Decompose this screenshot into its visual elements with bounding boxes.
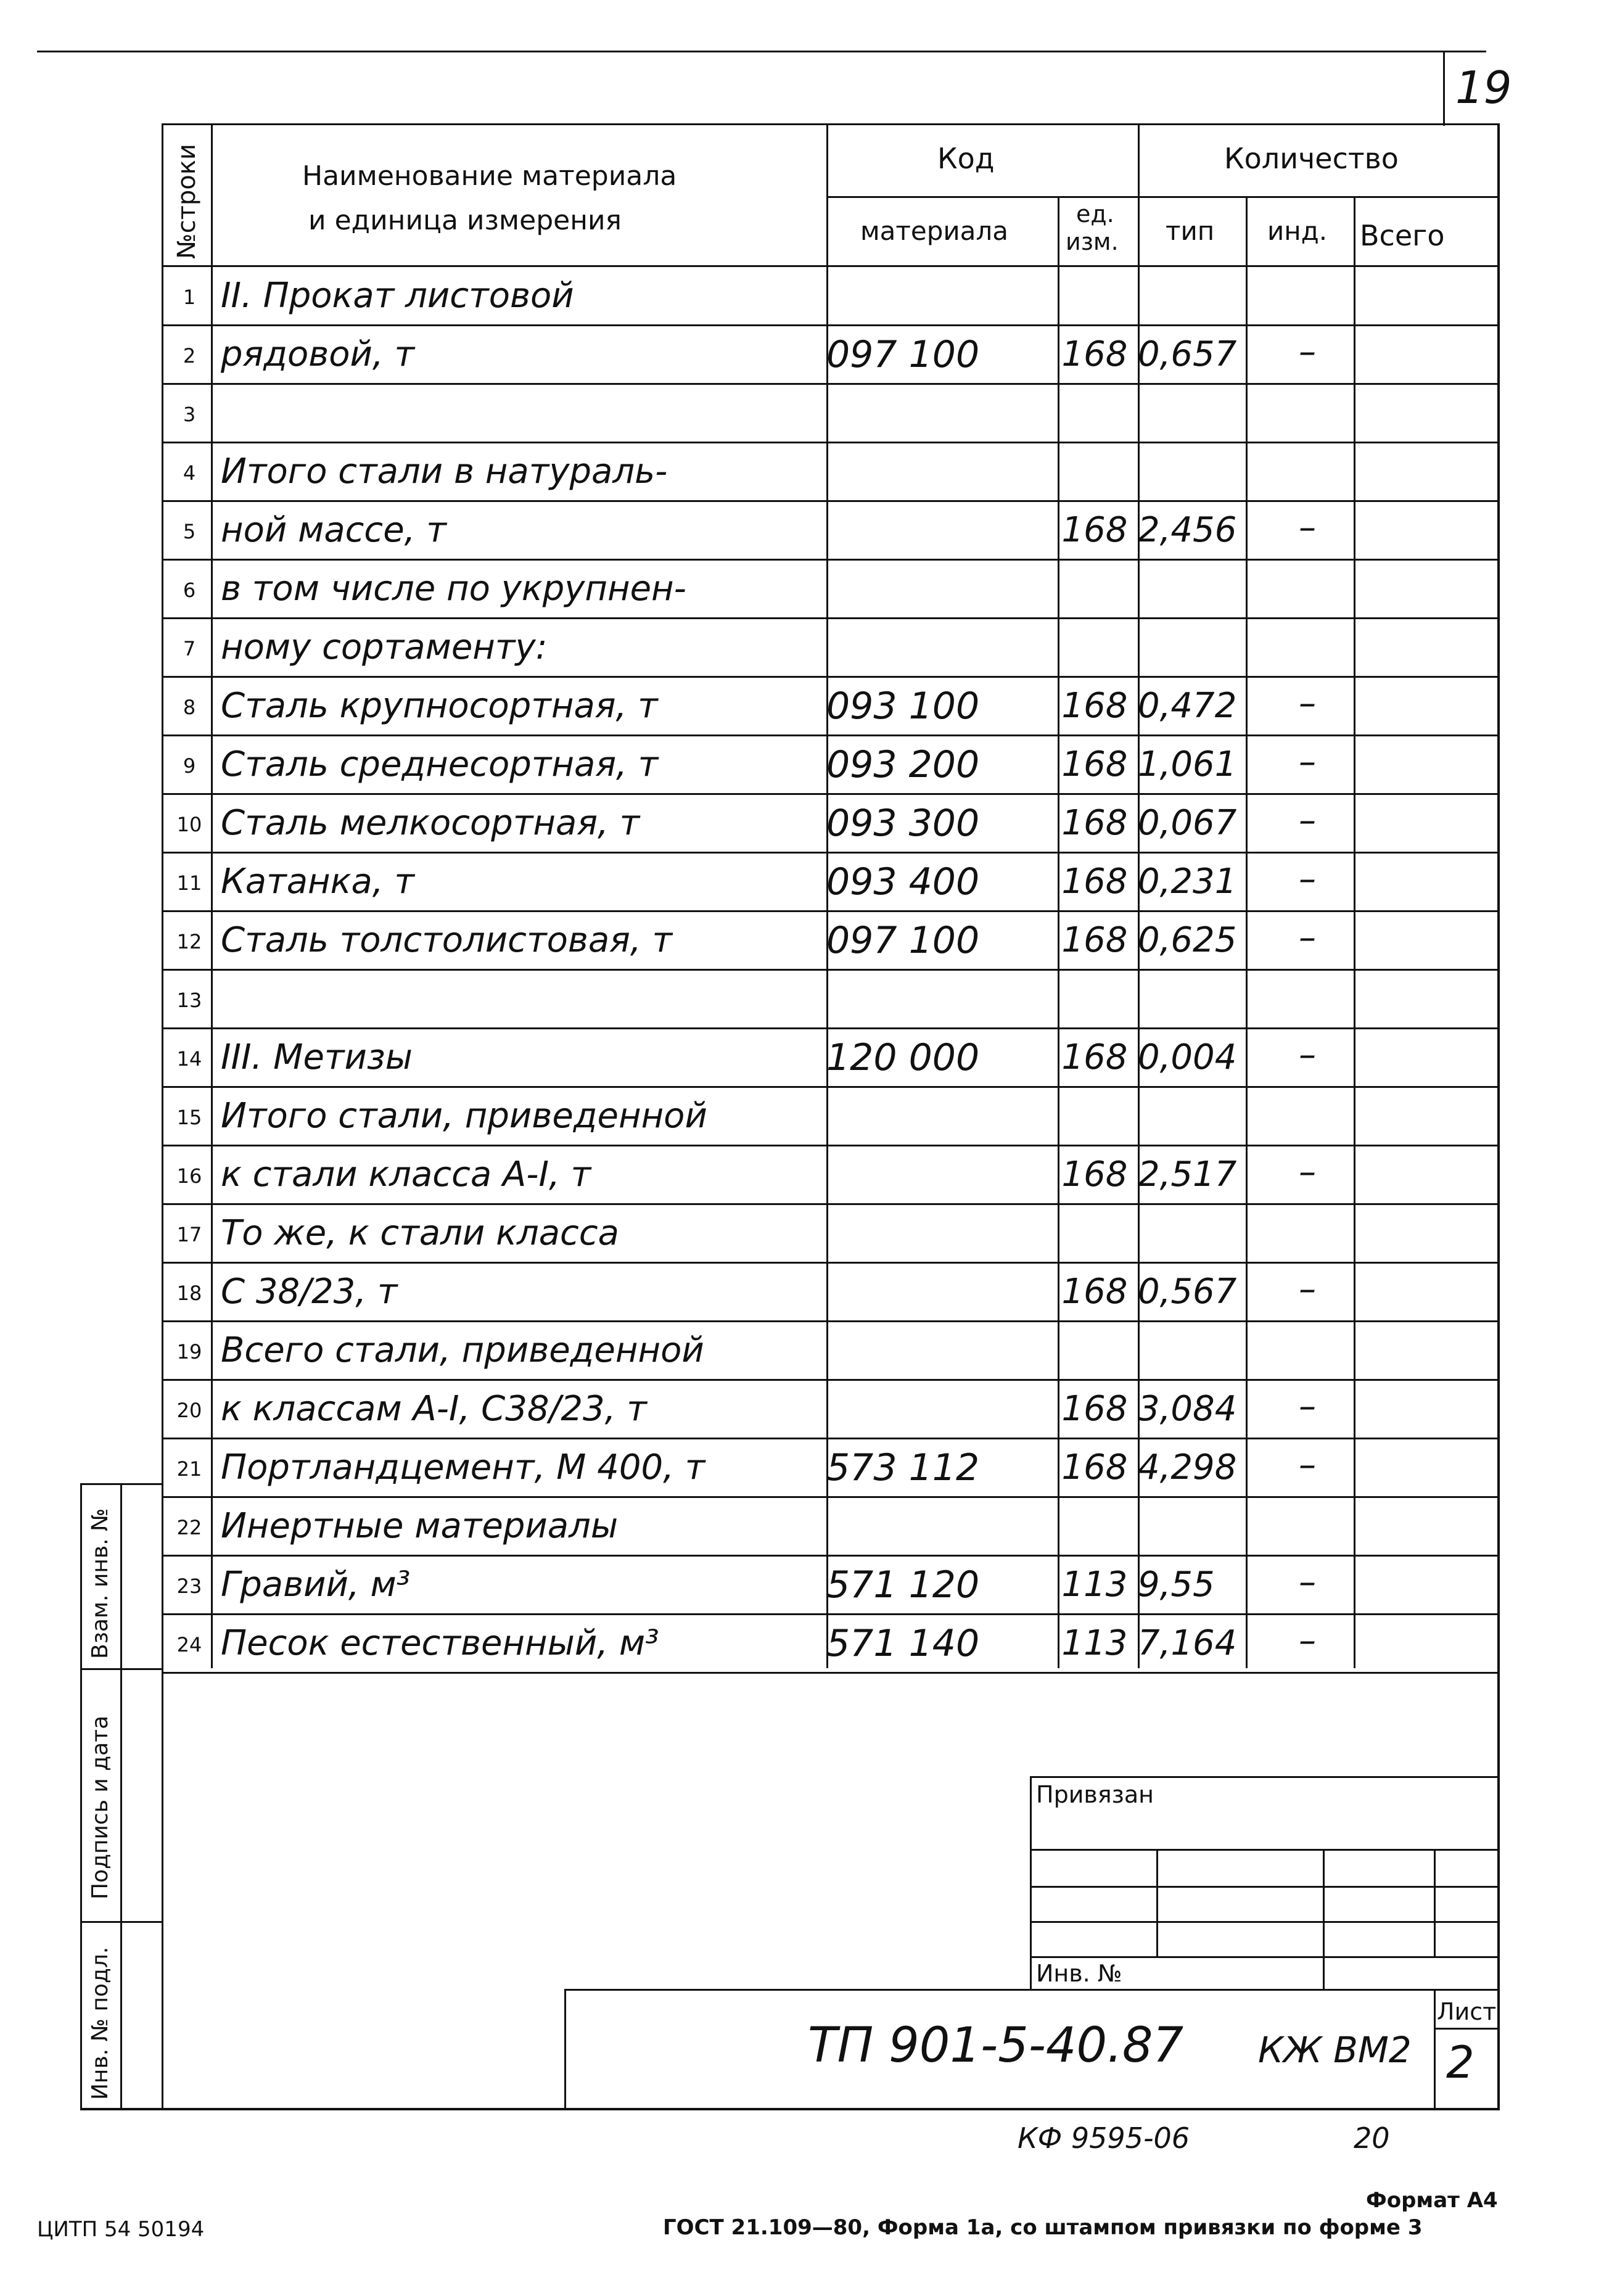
row-separator [162, 559, 1497, 561]
unit-code: 168 [1061, 1037, 1128, 1077]
row-separator [162, 734, 1497, 736]
unit-code: 168 [1061, 1154, 1128, 1195]
quantity-ind: – [1299, 1386, 1316, 1426]
stamp-privyazan: Привязан [1036, 1781, 1154, 1808]
material-code: 120 000 [826, 1036, 980, 1079]
material-name: рядовой, т [221, 334, 415, 374]
row-number: 14 [176, 1047, 202, 1071]
unit-code: 168 [1061, 862, 1128, 902]
row-number: 7 [183, 637, 196, 660]
stamp-grid-v3 [1434, 1849, 1436, 1956]
quantity-ind: – [1299, 1445, 1316, 1485]
material-name: Инертные материалы [221, 1506, 619, 1546]
stamp-priv-top [1030, 1776, 1497, 1778]
row-number: 10 [176, 813, 202, 836]
sheet-number-box-left [1443, 51, 1445, 126]
row-separator [162, 1203, 1497, 1205]
material-name: Катанка, т [221, 862, 414, 902]
material-code: 093 200 [826, 743, 980, 786]
row-separator [162, 383, 1497, 385]
row-number: 9 [183, 754, 196, 778]
side-label-podpis: Подпись и дата [88, 1715, 113, 1899]
quantity-ind: – [1299, 683, 1316, 723]
stamp-grid-v2 [1323, 1849, 1325, 1989]
row-number: 15 [176, 1106, 202, 1129]
row-number: 12 [176, 930, 202, 953]
header-unit-1: ед. [1076, 200, 1114, 228]
footer-gost: ГОСТ 21.109—80, Форма 1а, со штампом привязки по форме 3 [663, 2215, 1423, 2240]
header-mid [826, 196, 1497, 198]
stamp-main-top [564, 1989, 1497, 1991]
quantity-type: 1,061 [1138, 744, 1237, 784]
stamp-list-label: Лист [1437, 1998, 1497, 2025]
row-number: 16 [176, 1164, 202, 1188]
footer-left-code: ЦИТП 54 50194 [37, 2217, 205, 2242]
row-separator [162, 1145, 1497, 1146]
unit-code: 113 [1061, 1565, 1128, 1605]
material-code: 093 400 [826, 860, 980, 903]
material-name: Сталь толстолистовая, т [221, 920, 673, 960]
material-code: 093 100 [826, 685, 980, 728]
archive-code: КФ 9595-06 [1018, 2121, 1190, 2155]
row-separator [162, 500, 1497, 502]
row-number: 1 [183, 286, 196, 309]
frame-top [162, 123, 1500, 125]
material-name: Песок естественный, м³ [221, 1623, 659, 1663]
quantity-type: 0,067 [1138, 803, 1237, 843]
side-label-vzam: Взам. инв. № [88, 1508, 113, 1659]
material-name: Итого стали в натураль- [221, 451, 668, 492]
header-type: тип [1166, 216, 1215, 246]
top-rule [37, 51, 1486, 52]
material-code: 097 100 [826, 333, 980, 376]
stamp-inv-no: Инв. № [1036, 1960, 1122, 1987]
header-quantity: Количество [1224, 142, 1399, 175]
row-separator [162, 617, 1497, 619]
quantity-type: 0,657 [1138, 334, 1237, 374]
material-name: II. Прокат листовой [221, 276, 574, 316]
header-ind: инд. [1267, 216, 1328, 246]
material-name: Сталь крупносортная, т [221, 686, 658, 726]
material-name: Сталь среднесортная, т [221, 744, 659, 784]
sheet-number: 19 [1455, 62, 1512, 113]
quantity-ind: – [1299, 508, 1316, 548]
row-number: 2 [183, 344, 196, 368]
stamp-mark: КЖ ВМ2 [1258, 2029, 1412, 2071]
material-code: 571 140 [826, 1622, 980, 1665]
quantity-ind: – [1299, 332, 1316, 372]
stamp-list-number: 2 [1446, 2036, 1474, 2088]
row-number: 17 [176, 1223, 202, 1246]
footer-format: Формат А4 [1366, 2188, 1498, 2213]
quantity-ind: – [1299, 859, 1316, 899]
unit-code: 168 [1061, 686, 1128, 726]
quantity-ind: – [1299, 1562, 1316, 1602]
row-number: 8 [183, 696, 196, 719]
side-strip-inner [120, 1483, 122, 2109]
frame-bottom [80, 2108, 1500, 2110]
material-name: То же, к стали класса [221, 1213, 619, 1253]
unit-code: 168 [1061, 1447, 1128, 1487]
row-separator [162, 1086, 1497, 1088]
unit-code: 168 [1061, 1389, 1128, 1429]
stamp-list-left [1434, 1989, 1436, 2109]
row-separator [162, 676, 1497, 678]
material-name: ному сортаменту: [221, 627, 548, 667]
side-strip-top [80, 1483, 163, 1485]
header-unit-2: изм. [1066, 228, 1119, 255]
stamp-grid-h1 [1030, 1849, 1497, 1851]
row-separator [162, 1613, 1497, 1615]
material-name: ной массе, т [221, 510, 446, 550]
material-name: Сталь мелкосортная, т [221, 803, 640, 843]
row-separator [162, 1672, 1497, 1674]
quantity-ind: – [1299, 1621, 1316, 1661]
frame-left [162, 123, 163, 2109]
quantity-type: 0,625 [1138, 920, 1237, 960]
material-code: 573 112 [826, 1446, 980, 1489]
stamp-list-sep [1434, 2028, 1497, 2030]
quantity-type: 0,567 [1138, 1272, 1237, 1312]
quantity-type: 3,084 [1138, 1389, 1237, 1429]
header-code: Код [937, 142, 995, 175]
archive-number: 20 [1354, 2121, 1390, 2155]
row-number: 6 [183, 578, 196, 602]
header-row-number: №строки [173, 144, 201, 259]
unit-code: 168 [1061, 744, 1128, 784]
header-name-line2: и единица измерения [308, 205, 622, 236]
material-name: Итого стали, приведенной [221, 1096, 707, 1136]
row-separator [162, 1320, 1497, 1322]
row-separator [162, 1379, 1497, 1381]
material-name: Всего стали, приведенной [221, 1330, 704, 1370]
row-number: 11 [176, 871, 202, 895]
row-separator [162, 1496, 1497, 1498]
quantity-type: 2,517 [1138, 1154, 1237, 1195]
row-separator [162, 1555, 1497, 1557]
unit-code: 168 [1061, 920, 1128, 960]
side-strip-sep2 [80, 1921, 163, 1923]
quantity-ind: – [1299, 1152, 1316, 1192]
row-number: 4 [183, 461, 196, 485]
stamp-grid-h4 [1030, 1956, 1497, 1958]
header-bottom [162, 265, 1497, 267]
frame-right [1497, 123, 1500, 2109]
side-label-inv-podl: Инв. № подл. [88, 1946, 113, 2100]
material-name: III. Метизы [221, 1037, 413, 1077]
row-separator [162, 1438, 1497, 1439]
header-name-line1: Наименование материала [302, 160, 677, 192]
header-total: Всего [1360, 219, 1445, 252]
row-separator [162, 1027, 1497, 1029]
stamp-grid-v1 [1156, 1849, 1158, 1956]
material-code: 093 300 [826, 802, 980, 845]
unit-code: 113 [1061, 1623, 1128, 1663]
header-material: материала [860, 216, 1009, 246]
unit-code: 168 [1061, 1272, 1128, 1312]
material-code: 097 100 [826, 919, 980, 962]
row-separator [162, 324, 1497, 326]
row-number: 20 [176, 1399, 202, 1422]
material-name: к классам A-I, С38/23, т [221, 1389, 647, 1429]
material-name: Гравий, м³ [221, 1565, 411, 1605]
quantity-type: 7,164 [1138, 1623, 1237, 1663]
quantity-ind: – [1299, 1035, 1316, 1075]
row-separator [162, 910, 1497, 912]
row-number: 3 [183, 403, 196, 426]
material-name: С 38/23, т [221, 1272, 398, 1312]
material-code: 571 120 [826, 1563, 980, 1607]
quantity-type: 0,231 [1138, 862, 1237, 902]
material-name: в том числе по укрупнен- [221, 569, 686, 609]
row-separator [162, 1262, 1497, 1264]
quantity-ind: – [1299, 800, 1316, 841]
row-number: 13 [176, 989, 202, 1012]
quantity-ind: – [1299, 742, 1316, 782]
unit-code: 168 [1061, 334, 1128, 374]
row-separator [162, 852, 1497, 854]
quantity-type: 4,298 [1138, 1447, 1237, 1487]
row-number: 22 [176, 1516, 202, 1539]
row-number: 18 [176, 1282, 202, 1305]
stamp-grid-h2 [1030, 1886, 1497, 1888]
stamp-main-left [564, 1989, 566, 2109]
side-strip-outer [80, 1483, 82, 2109]
row-number: 5 [183, 520, 196, 543]
row-separator [162, 969, 1497, 971]
stamp-grid-h3 [1030, 1921, 1497, 1923]
quantity-type: 9,55 [1138, 1565, 1215, 1605]
row-separator [162, 442, 1497, 443]
quantity-type: 0,004 [1138, 1037, 1237, 1077]
material-name: Портландцемент, М 400, т [221, 1447, 705, 1487]
unit-code: 168 [1061, 803, 1128, 843]
row-number: 23 [176, 1574, 202, 1598]
quantity-type: 0,472 [1138, 686, 1237, 726]
col-rownum [211, 123, 213, 1668]
row-number: 21 [176, 1457, 202, 1481]
row-number: 19 [176, 1340, 202, 1364]
side-strip-sep1 [80, 1668, 163, 1670]
quantity-ind: – [1299, 918, 1316, 958]
row-number: 24 [176, 1633, 202, 1656]
unit-code: 168 [1061, 510, 1128, 550]
stamp-designation: ТП 901-5-40.87 [808, 2018, 1184, 2073]
quantity-ind: – [1299, 1269, 1316, 1309]
row-separator [162, 793, 1497, 795]
material-name: к стали класса A-I, т [221, 1154, 591, 1195]
quantity-type: 2,456 [1138, 510, 1237, 550]
